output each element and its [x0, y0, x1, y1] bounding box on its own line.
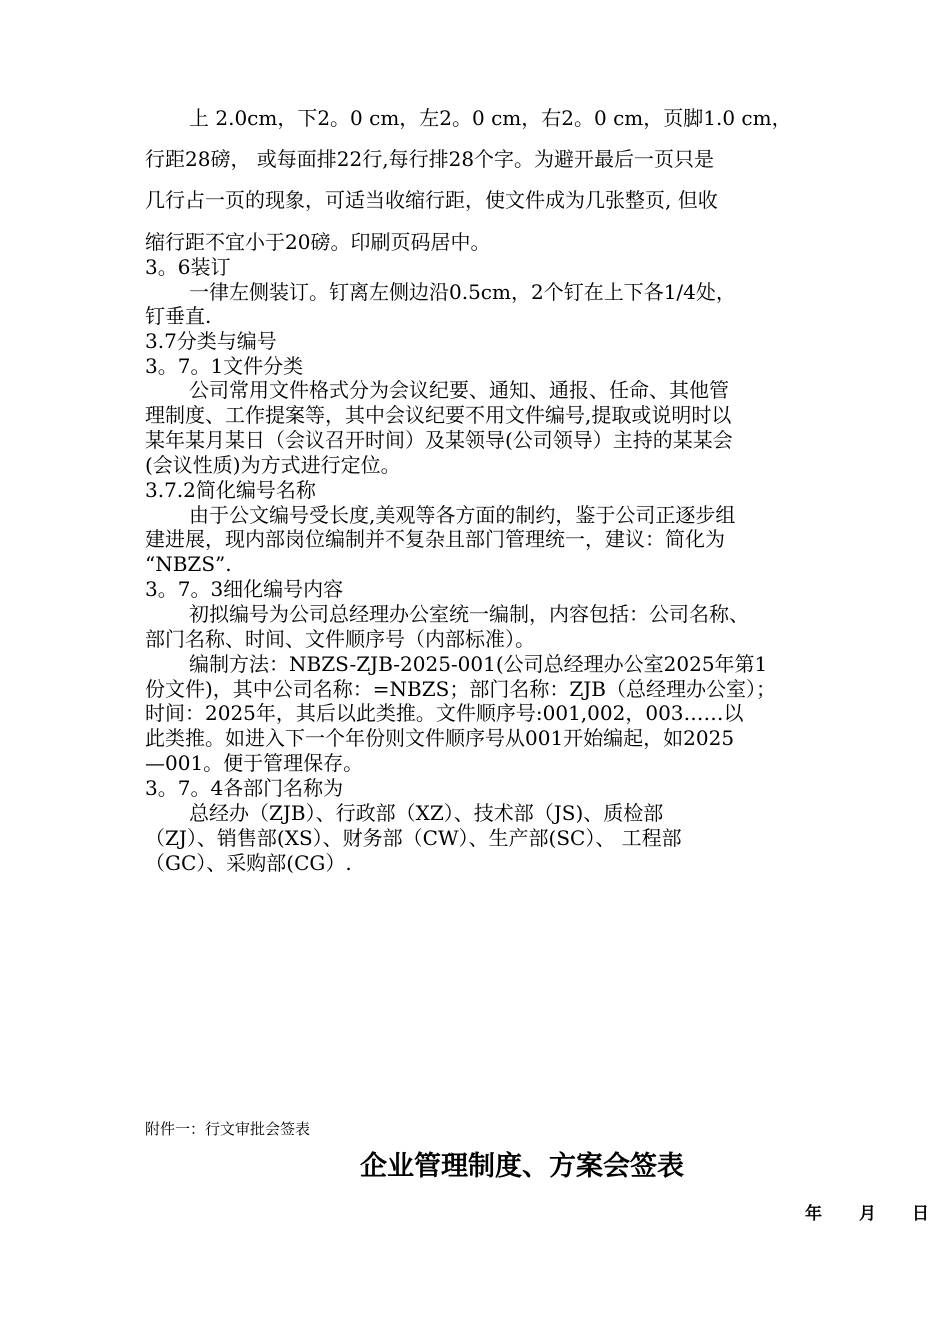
date-month-label: 月: [859, 1204, 876, 1224]
section-heading: 3.7分类与编号: [145, 329, 277, 353]
paragraph-line: 缩行距不宜小于20磅。印刷页码居中。: [145, 230, 491, 254]
paragraph-line: 几行占一页的现象，可适当收缩行距，使文件成为几张整页, 但收: [145, 188, 718, 212]
paragraph-line: 钉垂直.: [145, 304, 212, 328]
paragraph-line: 上 2.0cm，下2。0 cm，左2。0 cm，右2。0 cm，页脚1.0 cm，: [189, 106, 792, 130]
paragraph-line: （GC）、采购部(CG）.: [145, 851, 352, 875]
paragraph-line: 建进展，现内部岗位编制并不复杂且部门管理统一，建议：简化为: [145, 527, 725, 551]
paragraph-line: 理制度、工作提案等，其中会议纪要不用文件编号,提取或说明时以: [145, 403, 732, 427]
paragraph-line: 编制方法：NBZS-ZJB-2025-001(公司总经理办公室2025年第1: [189, 652, 768, 676]
paragraph-line: （ZJ）、销售部(XS）、财务部（CW）、生产部(SC）、 工程部: [145, 826, 682, 850]
paragraph-line: —001。便于管理保存。: [145, 751, 364, 775]
paragraph-line: (会议性质)为方式进行定位。: [145, 453, 401, 477]
date-year-label: 年: [805, 1204, 822, 1224]
paragraph-line: 部门名称、时间、文件顺序号（内部标准）。: [145, 627, 535, 651]
paragraph-line: 此类推。如进入下一个年份则文件顺序号从001开始编起，如2025: [145, 726, 735, 750]
form-title: 企业管理制度、方案会签表: [360, 1151, 684, 1182]
section-heading: 3.7.2简化编号名称: [145, 478, 316, 502]
paragraph-line: 某年某月某日（会议召开时间）及某领导(公司领导）主持的某某会: [145, 428, 733, 452]
paragraph-line: 公司常用文件格式分为会议纪要、通知、通报、任命、其他管: [189, 378, 729, 402]
section-heading: 3。7。3细化编号内容: [145, 577, 344, 601]
section-heading: 3。7。4各部门名称为: [145, 776, 344, 800]
paragraph-line: 初拟编号为公司总经理办公室统一编制，内容包括：公司名称、: [189, 602, 749, 626]
attachment-label: 附件一：行文审批会签表: [145, 1120, 311, 1138]
paragraph-line: 一律左侧装订。钉离左侧边沿0.5cm，2个钉在上下各1/4处，: [189, 280, 736, 304]
section-heading: 3。7。1文件分类: [145, 354, 304, 378]
paragraph-line: 份文件)，其中公司名称：=NBZS；部门名称：ZJB（总经理办公室）；: [145, 677, 776, 701]
paragraph-line: “NBZS”.: [145, 552, 232, 576]
paragraph-line: 总经办（ZJB）、行政部（XZ）、技术部（JS)、质检部: [189, 801, 664, 825]
paragraph-line: 时间：2025年，其后以此类推。文件顺序号:001,002，003……以: [145, 701, 744, 725]
section-heading: 3。6装订: [145, 255, 231, 279]
paragraph-line: 由于公文编号受长度,美观等各方面的制约，鉴于公司正逐步组: [189, 503, 736, 527]
paragraph-line: 行距28磅， 或每面排22行,每行排28个字。为避开最后一页只是: [145, 147, 715, 171]
date-day-label: 日: [912, 1204, 929, 1224]
